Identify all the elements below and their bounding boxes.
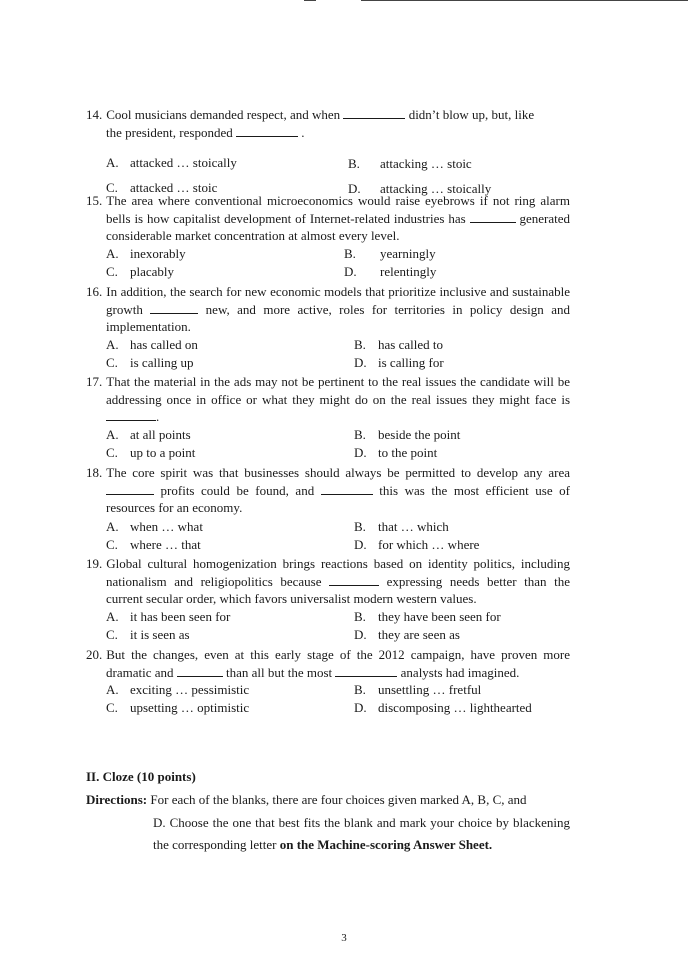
option-a: A. exciting … pessimistic bbox=[106, 682, 250, 698]
option-a: A. inexorably bbox=[106, 245, 186, 261]
question-stem: 15. The area where conventional microeconomics would raise eyebrows if not ring alarm bells is how capitalist development of Internet-related industries has generated considerable market concentration at almost every level. bbox=[86, 193, 570, 244]
option-a: A. when … what bbox=[106, 518, 203, 534]
answer-sheet-emphasis: on the Machine-scoring Answer Sheet. bbox=[279, 837, 493, 853]
options-row bbox=[86, 245, 570, 263]
question-stem: 17. That the material in the ads may not be pertinent to the real issues the candidate will be addressing once in office or what they might do on the real issues they might face is . bbox=[86, 374, 570, 425]
answer-blank bbox=[335, 665, 397, 677]
answer-blank bbox=[106, 483, 154, 495]
option-c: C. placably bbox=[106, 263, 175, 279]
options-row bbox=[86, 154, 570, 172]
question-17 bbox=[86, 373, 570, 462]
option-d: D. they are seen as bbox=[354, 626, 460, 642]
directions-body: D. Choose the one that best fits the blank and mark your choice by blackening the corresponding letter on the Machine-scoring Answer Sheet. bbox=[153, 814, 570, 853]
answer-blank bbox=[329, 574, 379, 586]
section-title: II. Cloze (10 points) bbox=[86, 769, 196, 784]
option-c: C. attacked … stoic bbox=[106, 180, 218, 196]
question-number: 18. bbox=[86, 465, 103, 480]
directions-label: Directions: bbox=[86, 792, 148, 807]
options-row bbox=[86, 681, 570, 699]
option-b: B. they have been seen for bbox=[354, 608, 501, 624]
option-c: C. it is seen as bbox=[106, 626, 190, 642]
options-row bbox=[86, 699, 570, 717]
options-row bbox=[86, 444, 570, 462]
option-a: A. attacked … stoically bbox=[106, 155, 237, 171]
option-c: C. up to a point bbox=[106, 444, 196, 460]
answer-blank bbox=[236, 125, 298, 137]
option-c: C. is calling up bbox=[106, 354, 194, 370]
question-19 bbox=[86, 555, 570, 644]
directions-first-line: Directions: For each of the blanks, there are four choices given marked A, B, C, and bbox=[86, 792, 527, 807]
question-15 bbox=[86, 192, 570, 281]
options-row bbox=[86, 336, 570, 354]
option-a: A. has called on bbox=[106, 336, 198, 352]
question-number: 14. bbox=[86, 107, 103, 122]
option-d: D. for which … where bbox=[354, 536, 480, 552]
answer-blank bbox=[150, 302, 198, 314]
option-b: B. yearningly bbox=[344, 245, 436, 261]
options-row bbox=[86, 354, 570, 372]
answer-blank bbox=[106, 409, 156, 421]
question-number: 16. bbox=[86, 284, 103, 299]
answer-blank bbox=[321, 483, 373, 495]
option-d: D. is calling for bbox=[354, 354, 444, 370]
option-d: D. relentingly bbox=[344, 263, 437, 279]
option-b: B. has called to bbox=[354, 336, 443, 352]
question-number: 15. bbox=[86, 193, 103, 208]
option-b: B. unsettling … fretful bbox=[354, 682, 482, 698]
question-number: 17. bbox=[86, 374, 103, 389]
options-row bbox=[86, 263, 570, 281]
question-stem: 16. In addition, the search for new economic models that prioritize inclusive and sustainable growth new, and more active, roles for territories in policy design and implementation. bbox=[86, 284, 570, 335]
question-number: 20. bbox=[86, 647, 103, 662]
question-stem: 20. But the changes, even at this early stage of the 2012 campaign, have proven more dramatic and than all but the most analysts had imagined. bbox=[86, 647, 570, 680]
answer-blank bbox=[343, 107, 405, 119]
question-20 bbox=[86, 646, 570, 717]
top-rule-right bbox=[361, 0, 688, 1]
option-c: C. where … that bbox=[106, 536, 201, 552]
option-a: A. at all points bbox=[106, 426, 191, 442]
option-b: B. beside the point bbox=[354, 426, 461, 442]
question-14 bbox=[86, 106, 570, 197]
question-number: 19. bbox=[86, 556, 103, 571]
page-number: 3 bbox=[341, 932, 347, 944]
option-b: B. attacking … stoic bbox=[348, 156, 472, 172]
directions bbox=[86, 789, 570, 857]
option-d: D. discomposing … lighthearted bbox=[354, 700, 532, 716]
options-row bbox=[86, 608, 570, 626]
option-d: D. to the point bbox=[354, 444, 438, 460]
option-d: D. attacking … stoically bbox=[348, 181, 492, 197]
question-stem: 18. The core spirit was that businesses should always be permitted to develop any area profits could be found, and this was the most efficient use of resources for an economy. bbox=[86, 465, 570, 516]
answer-blank bbox=[470, 211, 516, 223]
options-row bbox=[86, 626, 570, 644]
question-16 bbox=[86, 283, 570, 372]
options-row bbox=[86, 426, 570, 444]
answer-blank bbox=[177, 665, 223, 677]
question-stem: 14. Cool musicians demanded respect, and when didn’t blow up, but, like the president, responded . bbox=[86, 107, 535, 140]
options-row bbox=[86, 536, 570, 554]
option-b: B. that … which bbox=[354, 518, 449, 534]
question-stem: 19. Global cultural homogenization brings reactions based on identity politics, including nationalism and religiopolitics because expressing needs better than the current secular order, which favors universalist modern western values. bbox=[86, 556, 570, 607]
option-c: C. upsetting … optimistic bbox=[106, 700, 250, 716]
top-rule-left bbox=[304, 0, 316, 1]
option-a: A. it has been seen for bbox=[106, 608, 231, 624]
options-row bbox=[86, 518, 570, 536]
question-18 bbox=[86, 464, 570, 554]
